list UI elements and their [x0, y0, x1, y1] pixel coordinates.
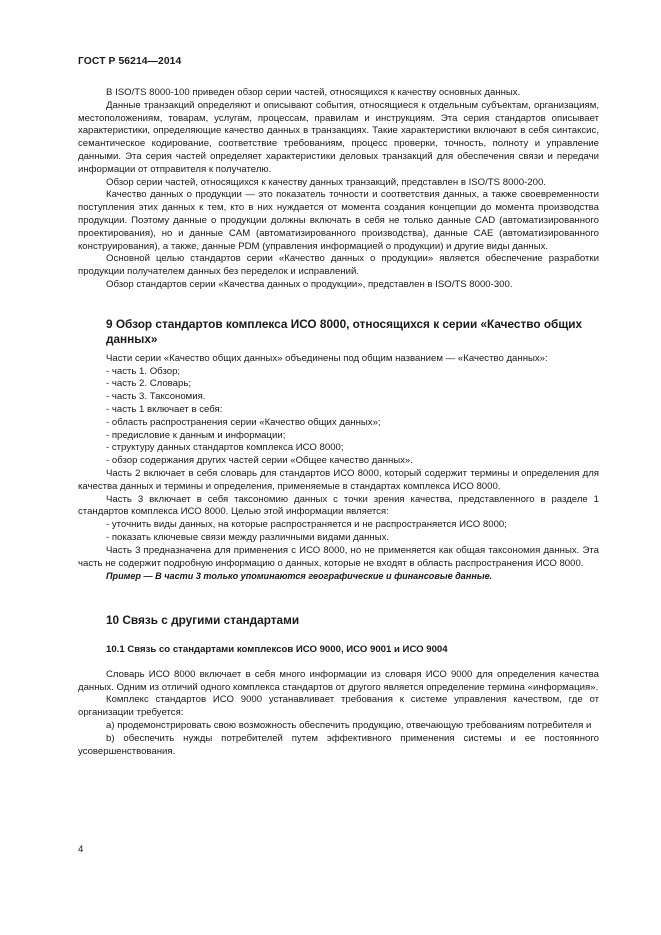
paragraph: В ISO/TS 8000-100 приведен обзор серии частей, относящихся к качеству основных данных. [106, 87, 521, 98]
list-item: - уточнить виды данных, на которые распространяется и не распространяется ИСО 8000; [106, 519, 507, 531]
list-item: - область распространения серии «Качество общих данных»; [106, 416, 381, 428]
document-header: ГОСТ Р 56214—2014 [78, 56, 182, 67]
section-10-heading: 10 Связь с другими стандартами [106, 613, 300, 628]
paragraph: Часть 2 включает в себя словарь для стандартов ИСО 8000, который содержит термины и определения для качества данных и термины и определения, применяемые в стандартах комплекса ИСО 8000. [78, 467, 599, 492]
list-item: b) обеспечить нужды потребителей путем эффективного применения системы и ее постоянного усовершенствования. [78, 732, 599, 757]
paragraph: Основной целью стандартов серии «Качество данных о продукции» является обеспечение разработки продукции получателем данных без переделок и исправлений. [78, 253, 599, 278]
paragraph: Части серии «Качество общих данных» объединены под общим названием — «Качество данных»: [106, 352, 548, 364]
example-note: Пример — В части 3 только упоминаются географические и финансовые данные. [106, 571, 493, 582]
paragraph: Словарь ИСО 8000 включает в себя много информации из словаря ИСО 9000 для определения качества данных. Одним из отличий одного комплекса стандартов от другого является определение термина «информация». [78, 668, 599, 693]
paragraph: Комплекс стандартов ИСО 9000 устанавливает требования к системе управления качеством, где от организации требуется: [78, 694, 599, 719]
section-9-heading: 9 Обзор стандартов комплекса ИСО 8000, относящихся к серии «Качество общих данных» [106, 316, 583, 346]
paragraph: Данные транзакций определяют и описывают события, относящиеся к отдельным субъектам, организациям, местоположениям, товарам, услугам, процессам, правилам и инструкциям. Эта серия стандартов описывает характеристики, определяющие качество данных в транзакциях. Такие характеристики включают в себя синтаксис, семантическое кодирование, соответствие требованиям, процесс проверки, точность, полноту и управление данными. Эта серия частей определяет характеристики деловых транзакций для обеспечения связи и передачи информации от отправителя к получателю. [78, 99, 599, 175]
list-item: - часть 3. Таксономия. [106, 391, 206, 403]
page-number: 4 [78, 844, 84, 855]
subsection-10-1-heading: 10.1 Связь со стандартами комплексов ИСО 9000, ИСО 9001 и ИСО 9004 [106, 644, 448, 656]
list-item: a) продемонстрировать свою возможность обеспечить продукцию, отвечающую требованиям потребителя и [106, 720, 592, 732]
paragraph: Часть 3 предназначена для применения с ИСО 8000, но не применяется как общая таксономия данных. Эта часть не содержит подробную информацию о данных, которые не входят в область распространения ИСО 8000. [78, 544, 599, 569]
list-item: - предисловие к данным и информации; [106, 429, 286, 441]
paragraph: Часть 3 включает в себя таксономию данных с точки зрения качества, представленного в разделе 1 стандартов комплекса ИСО 8000. Целью этой информации является: [78, 493, 599, 518]
list-item: - часть 1 включает в себя: [106, 403, 223, 415]
list-item: - показать ключевые связи между различными видами данных. [106, 531, 390, 543]
document-body [78, 87, 599, 758]
list-item: - часть 1. Обзор; [106, 365, 181, 377]
paragraph: Обзор серии частей, относящихся к качеству данных транзакций, представлен в ISO/TS 8000-200. [106, 176, 546, 188]
paragraph: Обзор стандартов серии «Качества данных о продукции», представлен в ISO/TS 8000-300. [106, 278, 513, 290]
paragraph: Качество данных о продукции — это показатель точности и соответствия данных, а также своевременности поступления этих данных к тем, кто в них нуждается от момента создания концепции до момента производства продукции. Поэтому данные о продукции должны включать в себя не только данные CAD (автоматизированного проектирования), но и данные CAM (автоматизированного производства), данные CAE (автоматизированного конструирования), а также, данные PDM (управления информацией о продукции) и другие виды данных. [78, 189, 599, 252]
list-item: - обзор содержания других частей серии «Общее качество данных». [106, 455, 413, 467]
list-item: - структуру данных стандартов комплекса ИСО 8000; [106, 442, 344, 454]
list-item: - часть 2. Словарь; [106, 378, 192, 390]
